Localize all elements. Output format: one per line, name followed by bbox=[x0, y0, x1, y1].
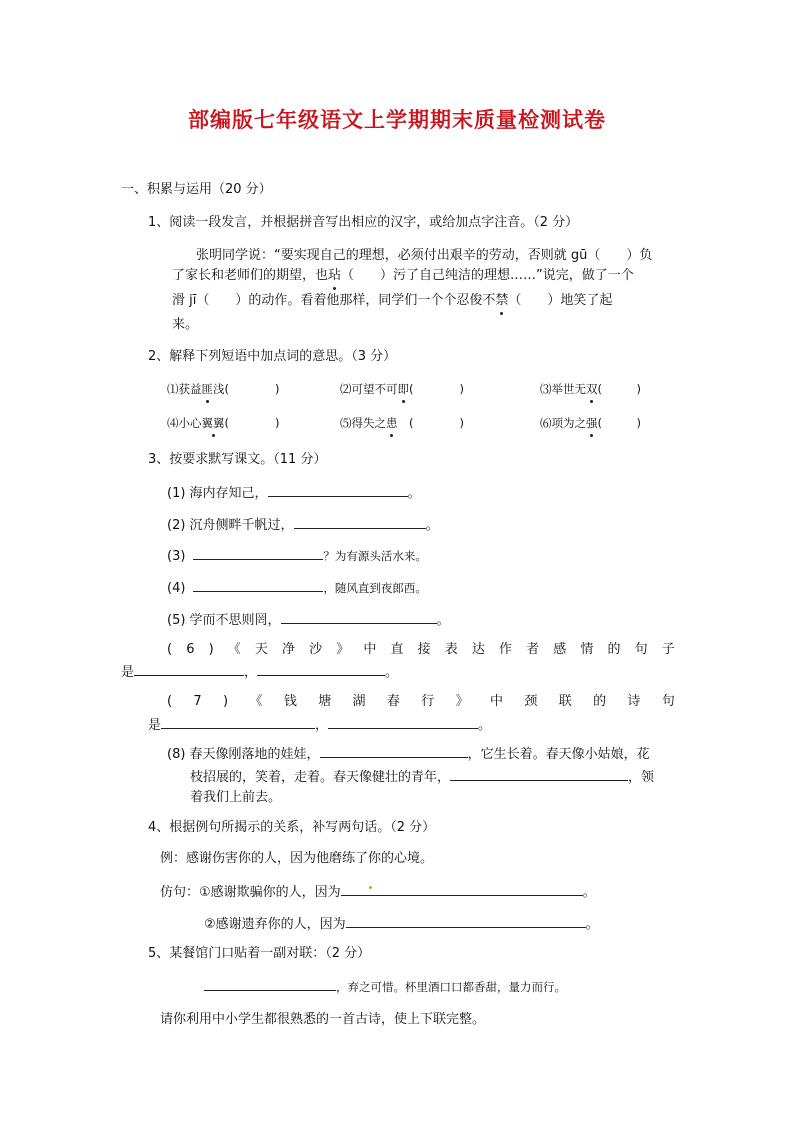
q4-heading: 4、根据例句所揭示的关系，补写两句话。（2 分） bbox=[148, 820, 436, 835]
q4-example: 例：感谢伤害你的人，因为他磨练了你的心境。 bbox=[160, 851, 434, 866]
q2-item-6: ⑹项为之强( ) bbox=[540, 413, 641, 433]
q1-line-4: 来。 bbox=[172, 317, 199, 332]
q2-item-1: ⑴获益匪浅( ) bbox=[167, 379, 279, 399]
q3-line-7-answer[interactable]: 是 ， 。 bbox=[148, 714, 491, 736]
q3-line-5[interactable]: (5) 学而不思则罔， 。 bbox=[167, 609, 450, 631]
q3-line-4[interactable]: (4) ，随风直到夜郎西。 bbox=[167, 577, 427, 599]
dotted-char: 禁 bbox=[495, 291, 508, 311]
q5-instruction: 请你利用中小学生都很熟悉的一首古诗，使上下联完整。 bbox=[160, 1012, 486, 1027]
mark-dot bbox=[369, 886, 372, 889]
answer-blank[interactable] bbox=[328, 714, 478, 729]
q3-line-8c: 着我们上前去。 bbox=[190, 790, 282, 805]
q3-line-1[interactable]: (1) 海内存知己， 。 bbox=[167, 482, 421, 504]
answer-blank[interactable] bbox=[161, 714, 315, 729]
q1-heading: 1、阅读一段发言，并根据拼音写出相应的汉字，或给加点字注音。（2 分） bbox=[148, 215, 579, 230]
q1-line-3: 滑 jī（ ）的动作。看着他那样，同学们一个个忍俊不禁（ ）地笑了起 bbox=[172, 291, 612, 311]
answer-blank[interactable] bbox=[320, 743, 468, 758]
dotted-char: 玷 bbox=[328, 266, 341, 286]
q5-couplet[interactable]: ，弃之可惜。杯里酒口口都香甜，量力而行。 bbox=[204, 976, 566, 998]
answer-blank[interactable] bbox=[193, 545, 323, 560]
q5-heading: 5、某餐馆门口贴着一副对联：（2 分） bbox=[148, 946, 371, 961]
q3-line-6-prompt: ( 6 ) 《 天 净 沙 》 中 直 接 表 达 作 者 感 情 的 句 子 bbox=[167, 642, 675, 657]
answer-blank[interactable] bbox=[134, 661, 244, 676]
q4-fill-1[interactable]: 仿句：①感谢欺骗你的人，因为 。 bbox=[160, 881, 596, 903]
q2-item-2: ⑵可望不可即( ) bbox=[340, 379, 464, 399]
answer-blank[interactable] bbox=[294, 514, 426, 529]
answer-blank[interactable] bbox=[341, 881, 583, 896]
section-heading: 一、积累与运用（20 分） bbox=[121, 182, 272, 197]
answer-blank[interactable] bbox=[257, 661, 385, 676]
q2-item-3: ⑶举世无双( ) bbox=[540, 379, 641, 399]
q3-line-8a[interactable]: (8) 春天像刚落地的娃娃， ，它生长着。春天像小姑娘，花 bbox=[167, 743, 650, 765]
answer-blank[interactable] bbox=[450, 766, 628, 781]
q3-line-3[interactable]: (3) ？为有源头活水来。 bbox=[167, 545, 427, 567]
q3-line-7-prompt: ( 7 ) 《 钱 塘 湖 春 行 》 中 颈 联 的 诗 句 bbox=[167, 694, 675, 709]
q1-line-2: 了家长和老师们的期望，也玷（ ）污了自己纯洁的理想……”说完，做了一个 bbox=[172, 266, 634, 286]
q4-fill-2[interactable]: ②感谢遗弃你的人，因为 。 bbox=[204, 913, 599, 935]
q2-heading: 2、解释下列短语中加点词的意思。（3 分） bbox=[148, 349, 397, 364]
answer-blank[interactable] bbox=[281, 609, 437, 624]
q3-line-2[interactable]: (2) 沉舟侧畔千帆过， 。 bbox=[167, 514, 439, 536]
answer-blank[interactable] bbox=[193, 577, 323, 592]
q1-line-1: 张明同学说：“要实现自己的理想，必须付出艰辛的劳动，否则就 gū（ ）负 bbox=[196, 248, 653, 263]
answer-blank[interactable] bbox=[204, 976, 336, 991]
q2-item-5: ⑸得失之患 ( ) bbox=[340, 413, 464, 433]
q3-heading: 3、按要求默写课文。（11 分） bbox=[148, 452, 327, 467]
q3-line-8b[interactable]: 枝招展的，笑着，走着。春天像健壮的青年， ，领 bbox=[190, 766, 654, 788]
answer-blank[interactable] bbox=[268, 482, 408, 497]
exam-title: 部编版七年级语文上学期期末质量检测试卷 bbox=[188, 107, 606, 132]
answer-blank[interactable] bbox=[346, 913, 586, 928]
q2-item-4: ⑷小心翼翼( ) bbox=[167, 413, 279, 433]
q3-line-6-answer[interactable]: 是 ， 。 bbox=[121, 661, 398, 683]
